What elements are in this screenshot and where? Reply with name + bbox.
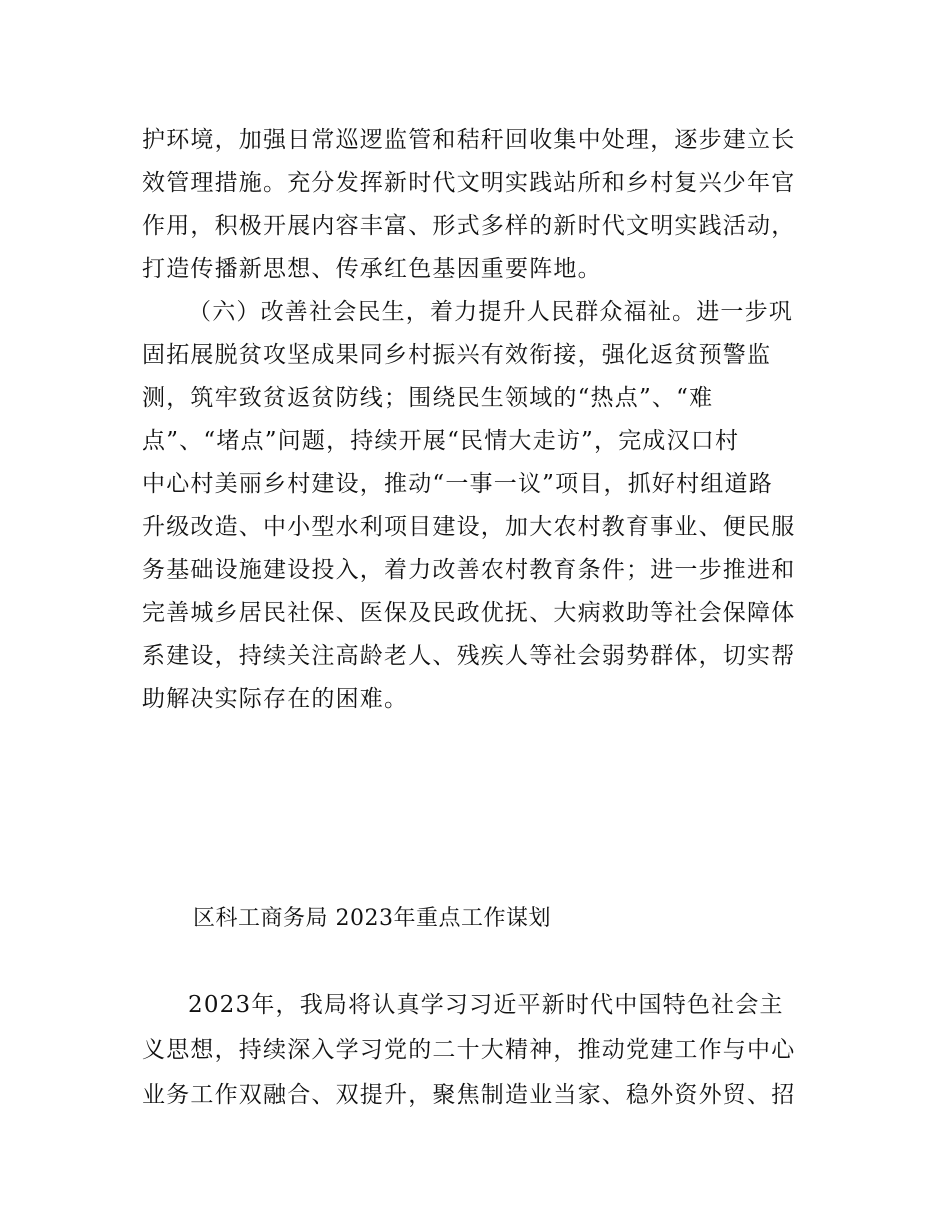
paragraph-line: 中心村美丽乡村建设，推动“一事一议”项目，抓好村组道路 xyxy=(142,471,773,497)
paragraph-line: 固拓展脱贫攻坚成果同乡村振兴有效衔接，强化返贫预警监 xyxy=(142,342,772,368)
paragraph-line: 升级改造、中小型水利项目建设，加大农村教育事业、便民服 xyxy=(142,514,796,540)
document-title: 区科工商务局 2023年重点工作谋划 xyxy=(193,906,551,931)
paragraph-line: 务基础设施建设投入，着力改善农村教育条件；进一步推进和 xyxy=(142,557,796,583)
paragraph-line: 业务工作双融合、双提升，聚焦制造业当家、稳外资外贸、招 xyxy=(142,1082,796,1108)
paragraph-line: 系建设，持续关注高龄老人、残疾人等社会弱势群体，切实帮 xyxy=(142,643,796,669)
paragraph-line: 2023年，我局将认真学习习近平新时代中国特色社会主 xyxy=(188,992,784,1018)
paragraph-line: 打造传播新思想、传承红色基因重要阵地。 xyxy=(142,256,602,282)
paragraph-line: 护环境，加强日常巡逻监管和秸秆回收集中处理，逐步建立长 xyxy=(142,127,796,153)
paragraph-line: 义思想，持续深入学习党的二十大精神，推动党建工作与中心 xyxy=(142,1037,796,1063)
paragraph-line: 完善城乡居民社保、医保及民政优抚、大病救助等社会保障体 xyxy=(142,600,796,626)
paragraph-line: 作用，积极开展内容丰富、形式多样的新时代文明实践活动， xyxy=(142,213,796,239)
paragraph-line: 点”、“堵点”问题，持续开展“民情大走访”，完成汉口村 xyxy=(142,428,740,454)
paragraph-line: 效管理措施。充分发挥新时代文明实践站所和乡村复兴少年官 xyxy=(142,170,796,196)
paragraph-line: 助解决实际存在的困难。 xyxy=(142,686,409,712)
paragraph-line: 测，筑牢致贫返贫防线；围绕民生领域的“热点”、“难 xyxy=(142,385,714,411)
paragraph-line: （六）改善社会民生，着力提升人民群众福祉。进一步巩 xyxy=(188,299,793,325)
